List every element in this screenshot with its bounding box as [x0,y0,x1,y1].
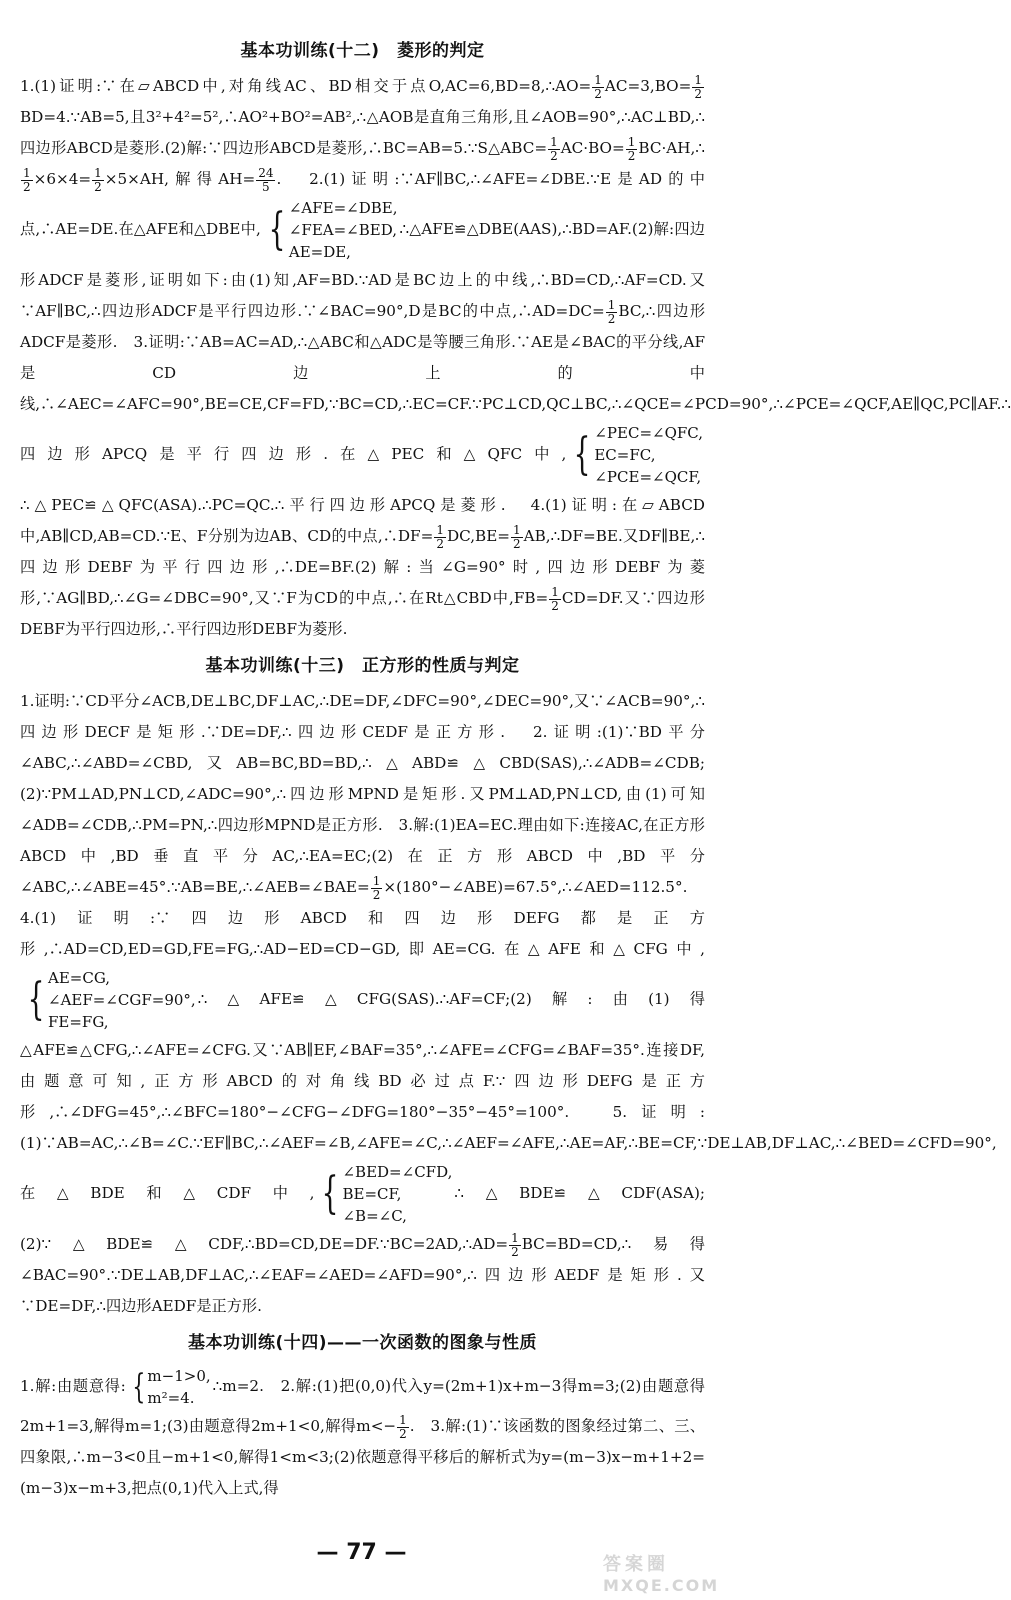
watermark-top-text: 答案圈 [603,1554,669,1575]
watermark-logo [603,1550,720,1596]
brace-icon: { [573,429,591,480]
equation-system: { ∠PEC=∠QFC, EC=FC, ∠PCE=∠QCF, [573,424,703,486]
section-title-13: 基本功训练(十三) 正方形的性质与判定 [205,656,520,676]
fraction: $\frac{1}{2}$ [372,873,381,902]
fraction: $\frac{24}{5}$ [258,165,274,194]
section-body-13: 1.证明:∵CD平分∠ACB,DE⊥BC,DF⊥AC,∴DE=DF,∠DFC=90°,∠DEC=90°,又∵∠ACB=90°,∴四边形DECF是矩形.∵DE=DF,∴四边形CEDF是正方形. 2.证明:(1)∵BD平分∠ABC,∴∠ABD=∠CBD,又AB=BC,BD=BD,∴△ABD≌△CBD(SAS),∴∠ADB=∠CDB;(2)∵PM⊥AD,PN⊥CD,∠ADC=90°,∴四边形MPND是矩形.又PM⊥AD,PN⊥CD,由(1)可知∠ADB=∠CDB,∴PM=PN,∴四边形MPND是正方形. 3.解:(1)EA=EC.理由如下:连接AC,在正方形ABCD中,BD垂直平分AC,∴EA=EC;(2)在正方形ABCD中,BD平分∠ABC,∴∠ABE=45°.∵AB=BE,∴∠AEB=∠BAE= $\frac{1}{2}$ ×(180°−∠ABE)=67.5°,∴∠AED=112.5°. 4.(1)证明:∵四边形ABCD和四边形DEFG都是正方形,∴AD=CD,ED=GD,FE=FG,∴AD−ED=CD−GD,即AE=CG.在△AFE和△CFG中, { AE=CG, ∠AEF=∠CGF=90°, FE=FG, ∴△AFE≌△CFG(SAS).∴AF=CF;(2)解:由(1)得△AFE≌△CFG,∴∠AFE=∠CFG.又∵AB∥EF,∠BAF=35°,∴∠AFE=∠CFG=∠BAF=35°.连接DF,由题意可知,正方形ABCD的对角线BD必过点F.∵四边形DEFG是正方形,∴∠DFG=45°,∴∠BFC=180°−∠CFG−∠DFG=180°−35°−45°=100°. 5.证明:(1)∵AB=AC,∴∠B=∠C.∵EF∥BC,∴∠AEF=∠B,∠AFE=∠C,∴∠AEF=∠AFE,∴AE=AF,∴BE=CF,∵DE⊥AB,DF⊥AC,∴∠BED=∠CFD=90°,在△BDE和△CDF中, { ∠BED=∠CFD, BE=CF, ∠B=∠C, ∴△BDE≌△CDF(ASA);(2)∵△BDE≌△CDF,∴BD=CD,DE=DF.∵BC=2AD,∴AD= $\frac{1}{2}$ BC=BD=CD,∴易得∠BAC=90°.∵DE⊥AB,DF⊥AC,∴∠EAF=∠AED=∠AFD=90°,∴四边形AEDF是矩形.又∵DE=DF,∴四边形AEDF是正方形. [20,692,997,1315]
section-title-14: 基本功训练(十四)——一次函数的图象与性质 [187,1333,538,1353]
fraction: $\frac{1}{2}$ [94,165,102,194]
fraction: $\frac{1}{2}$ [23,165,31,194]
watermark-bottom-text: MXQE.COM [603,1576,720,1595]
brace-icon: { [268,204,286,255]
fraction: $\frac{1}{2}$ [513,522,521,551]
brace-icon: { [27,974,45,1025]
equation-system: { ∠BED=∠CFD, BE=CF, ∠B=∠C, [322,1163,453,1225]
section-title-12: 基本功训练(十二) 菱形的判定 [240,41,485,61]
equation-system: { ∠AFE=∠DBE, ∠FEA=∠BED, AE=DE, [268,199,398,261]
page-number: — 77 — [316,1540,407,1565]
fraction: $\frac{1}{2}$ [399,1412,407,1441]
section-body-12: 1.(1)证明:∵在▱ABCD中,对角线AC、BD相交于点O,AC=6,BD=8,∴AO= $\frac{1}{2}$ AC=3,BO= $\frac{1}{2}$ BD=4.∵AB=5,且3²+4²=5²,∴AO²+BO²=AB²,∴△AOB是直角三角形,且∠AOB=90°,∴AC⊥BD,∴四边形ABCD是菱形.(2)解:∵四边形ABCD是菱形,∴BC=AB=5.∵S△ABC= $\frac{1}{2}$ AC·BO= $\frac{1}{2}$ BC·AH,∴ $\frac{1}{2}$ ×6×4= $\frac{1}{2}$ ×5×AH,解得AH= $\frac{24}{5}$ . 2.(1)证明:∵AF∥BC,∴∠AFE=∠DBE.∵E是AD的中点,∴AE=DE.在△AFE和△DBE中, { ∠AFE=∠DBE, ∠FEA=∠BED, AE=DE, ∴△AFE≌△DBE(AAS),∴BD=AF.(2)解:四边形ADCF是菱形,证明如下:由(1)知,AF=BD.∵AD是BC边上的中线,∴BD=CD,∴AF=CD.又∵AF∥BC,∴四边形ADCF是平行四边形.∵∠BAC=90°,D是BC的中点,∴AD=DC= $\frac{1}{2}$ BC,∴四边形ADCF是菱形. 3.证明:∵AB=AC=AD,∴△ABC和△ADC是等腰三角形.∵AE是∠BAC的平分线,AF是CD边上的中线,∴∠AEC=∠AFC=90°,BE=CE,CF=FD,∵BC=CD,∴EC=CF.∵PC⊥CD,QC⊥BC,∴∠QCE=∠PCD=90°,∴∠PCE=∠QCF,AE∥QC,PC∥AF.∴四边形APCQ是平行四边形.在△PEC和△QFC中, { ∠PEC=∠QFC, EC=FC, ∠PCE=∠QCF, ∴△PEC≌△QFC(ASA).∴PC=QC.∴平行四边形APCQ是菱形. 4.(1)证明:在▱ABCD中,AB∥CD,AB=CD.∵E、F分别为边AB、CD的中点,∴DF= $\frac{1}{2}$ DC,BE= $\frac{1}{2}$ AB,∴DF=BE.又DF∥BE,∴四边形DEBF为平行四边形,∴DE=BF.(2)解:当∠G=90°时,四边形DEBF为菱形,∵AG∥BD,∴∠G=∠DBC=90°,又∵F为CD的中点,∴在Rt△CBD中,FB= $\frac{1}{2}$ CD=DF.又∵四边形DEBF为平行四边形,∴平行四边形DEBF为菱形. [20,72,1011,638]
equation-system: { m−1>0, m²=4. [132,1367,211,1407]
fraction: $\frac{1}{2}$ [436,522,444,551]
section-body-14: 1.解:由题意得: { m−1>0, m²=4. ∴m=2. 2.解:(1)把(0,0)代入y=(2m+1)x+m−3得m=3;(2)由题意得2m+1=3,解得m=1;(3)由题意得2m+1<0,解得m<− $\frac{1}{2}$ . 3.解:(1)∵该函数的图象经过第二、三、四象限,∴m−3<0且−m+1<0,解得1<m<3;(2)依题意得平移后的解析式为y=(m−3)x−m+1+2=(m−3)x−m+3,把点(0,1)代入上式,得 [20,1367,705,1497]
fraction: $\frac{1}{2}$ [694,72,702,101]
fraction: $\frac{1}{2}$ [550,134,558,163]
fraction: $\frac{1}{2}$ [511,1230,519,1259]
fraction: $\frac{1}{2}$ [594,72,602,101]
equation-system: { AE=CG, ∠AEF=∠CGF=90°, FE=FG, [27,969,196,1031]
fraction: $\frac{1}{2}$ [607,297,616,326]
brace-icon: { [132,1367,146,1407]
fraction: $\frac{1}{2}$ [627,134,636,163]
fraction: $\frac{1}{2}$ [551,584,559,613]
brace-icon: { [322,1168,339,1219]
